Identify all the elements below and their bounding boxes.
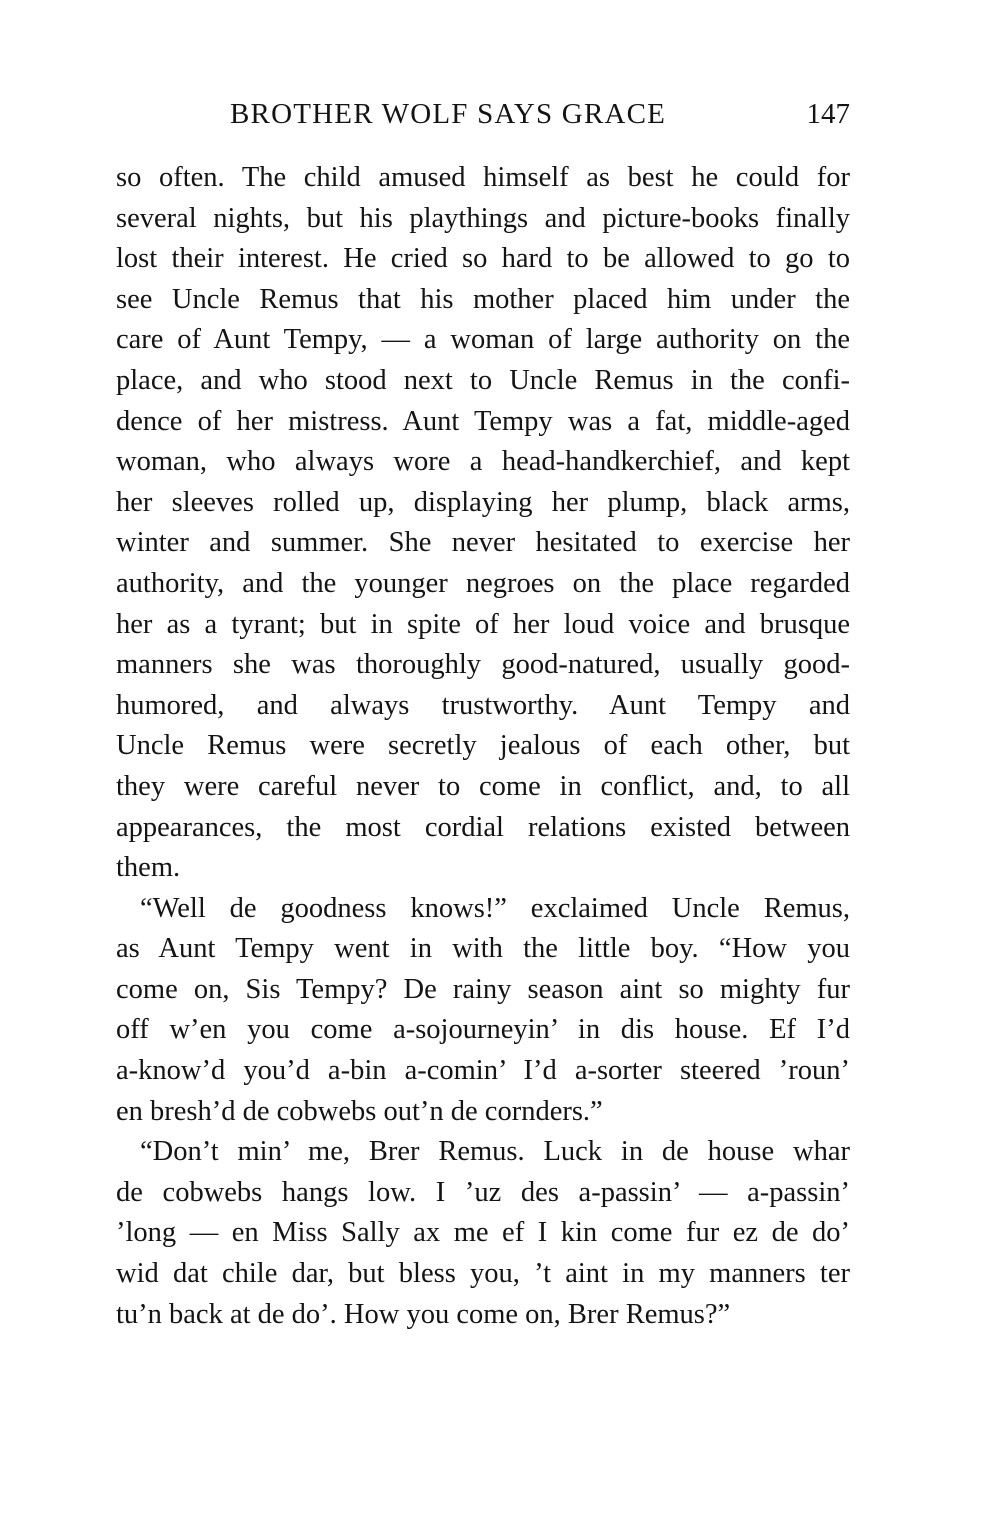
text-line: so often. The child amused himself as best he could for	[116, 162, 850, 193]
text-line: authority, and the younger negroes on the place regarded	[116, 567, 850, 599]
text-line: ’long — en Miss Sally ax me ef I kin come fur ez de do’	[116, 1217, 850, 1249]
text-line: tu’n back at de do’. How you come on, Brer Remus?”	[116, 1298, 731, 1330]
text-line: humored, and always trustworthy. Aunt Tempy and	[116, 689, 850, 721]
text-line: Uncle Remus were secretly jealous of each other, but	[116, 730, 850, 762]
running-title: BROTHER WOLF SAYS GRACE	[230, 98, 667, 130]
text-line: de cobwebs hangs low. I ’uz des a-passin’ — a-passin’	[116, 1176, 850, 1208]
text-line: “Well de goodness knows!” exclaimed Uncle Remus,	[140, 892, 850, 924]
text-line: come on, Sis Tempy? De rainy season aint so mighty fur	[116, 973, 850, 1005]
text-line: winter and summer. She never hesitated to exercise her	[116, 527, 850, 559]
text-line: appearances, the most cordial relations existed between	[116, 811, 850, 843]
text-line: woman, who always wore a head-handkerchief, and kept	[116, 446, 850, 478]
text-line: “Don’t min’ me, Brer Remus. Luck in de house whar	[140, 1136, 850, 1168]
text-line: en bresh’d de cobwebs out’n de cornders.”	[116, 1095, 603, 1127]
text-line: they were careful never to come in conflict, and, to all	[116, 770, 850, 802]
page-number: 147	[806, 98, 850, 130]
text-line: her sleeves rolled up, displaying her plump, black arms,	[116, 486, 850, 518]
text-line: lost their interest. He cried so hard to be allowed to go to	[116, 243, 850, 275]
text-line: several nights, but his playthings and picture-books finally	[116, 202, 850, 234]
text-line: care of Aunt Tempy, — a woman of large authority on the	[116, 324, 850, 356]
text-line: off w’en you come a-sojourneyin’ in dis house. Ef I’d	[116, 1014, 850, 1046]
text-line: a-know’d you’d a-bin a-comin’ I’d a-sorter steered ’roun’	[116, 1055, 850, 1087]
text-line: place, and who stood next to Uncle Remus in the confi-	[116, 364, 850, 396]
text-line: wid dat chile dar, but bless you, ’t aint in my manners ter	[116, 1258, 850, 1290]
text-line: her as a tyrant; but in spite of her loud voice and brusque	[116, 608, 850, 640]
text-line: them.	[116, 852, 181, 884]
text-line: manners she was thoroughly good-natured, usually good-	[116, 649, 850, 681]
text-line: see Uncle Remus that his mother placed him under the	[116, 283, 850, 315]
text-line: dence of her mistress. Aunt Tempy was a fat, middle-aged	[116, 405, 850, 437]
body-text	[116, 158, 850, 1335]
running-head	[116, 98, 850, 138]
text-line: as Aunt Tempy went in with the little boy. “How you	[116, 933, 850, 965]
